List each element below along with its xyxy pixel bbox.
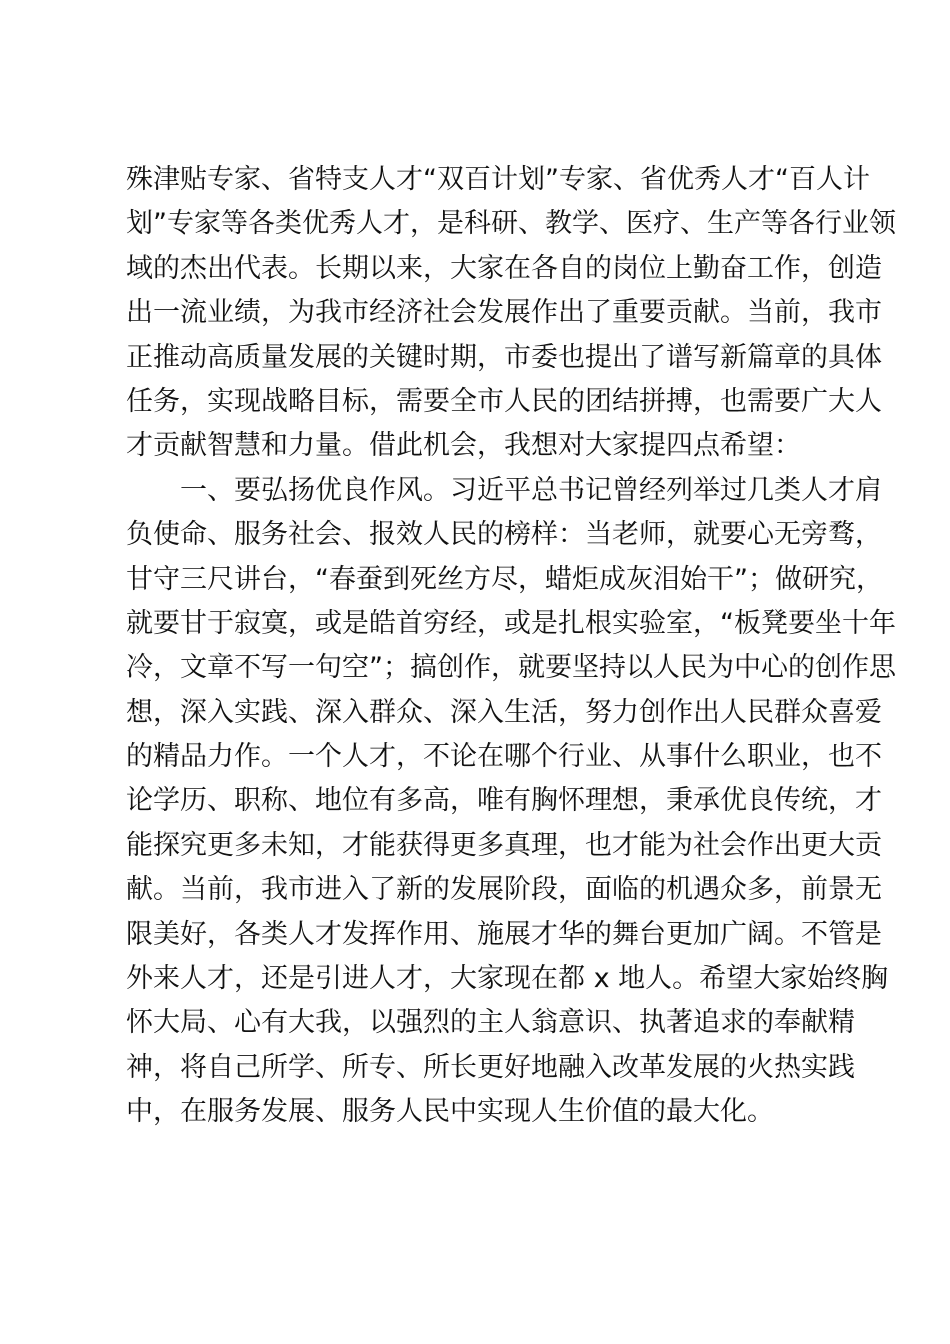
text-line: 怀大局、心有大我，以强烈的主人翁意识、执著追求的奉献精 bbox=[126, 1007, 855, 1039]
paragraph-end-line: 才贡献智慧和力量。借此机会，我想对大家提四点希望： bbox=[126, 430, 801, 462]
text-line: 神，将自己所学、所专、所长更好地融入改革发展的火热实践 bbox=[126, 1051, 855, 1083]
text-line: 甘守三尺讲台，“春蚕到死丝方尽，蜡炬成灰泪始干”；做研究， bbox=[126, 563, 883, 595]
text-line: 外来人才，还是引进人才，大家现在都 x 地人。希望大家始终胸 bbox=[126, 963, 889, 995]
body-text bbox=[126, 158, 896, 1135]
text-line: 域的杰出代表。长期以来，大家在各自的岗位上勤奋工作，创造 bbox=[126, 252, 882, 284]
text-line: 想，深入实践、深入群众、深入生活，努力创作出人民群众喜爱 bbox=[126, 696, 882, 728]
text-line: 就要甘于寂寞，或是皓首穷经，或是扎根实验室，“板凳要坐十年 bbox=[126, 607, 896, 639]
text-line: 正推动高质量发展的关键时期，市委也提出了谱写新篇章的具体 bbox=[126, 341, 882, 373]
text-line: 任务，实现战略目标，需要全市人民的团结拼搏，也需要广大人 bbox=[126, 385, 882, 417]
text-line: 出一流业绩，为我市经济社会发展作出了重要贡献。当前，我市 bbox=[126, 297, 882, 329]
text-line: 能探究更多未知，才能获得更多真理，也才能为社会作出更大贡 bbox=[126, 829, 882, 861]
text-line: 论学历、职称、地位有多高，唯有胸怀理想，秉承优良传统，才 bbox=[126, 785, 882, 817]
text-line: 划”专家等各类优秀人才，是科研、教学、医疗、生产等各行业领 bbox=[126, 208, 896, 240]
text-line: 负使命、服务社会、报效人民的榜样：当老师，就要心无旁骛， bbox=[126, 519, 882, 551]
section-heading-line: 一、要弘扬优良作风。习近平总书记曾经列举过几类人才肩 bbox=[180, 474, 882, 506]
text-line: 殊津贴专家、省特支人才“双百计划”专家、省优秀人才“百人计 bbox=[126, 164, 870, 195]
text-line: 冷，文章不写一句空”；搞创作，就要坚持以人民为中心的创作思 bbox=[126, 652, 896, 684]
text-line: 献。当前，我市进入了新的发展阶段，面临的机遇众多，前景无 bbox=[126, 874, 882, 906]
text-line: 限美好，各类人才发挥作用、施展才华的舞台更加广阔。不管是 bbox=[126, 918, 882, 950]
paragraph-end-line: 中，在服务发展、服务人民中实现人生价值的最大化。 bbox=[126, 1096, 774, 1128]
text-line: 的精品力作。一个人才，不论在哪个行业、从事什么职业，也不 bbox=[126, 741, 882, 773]
